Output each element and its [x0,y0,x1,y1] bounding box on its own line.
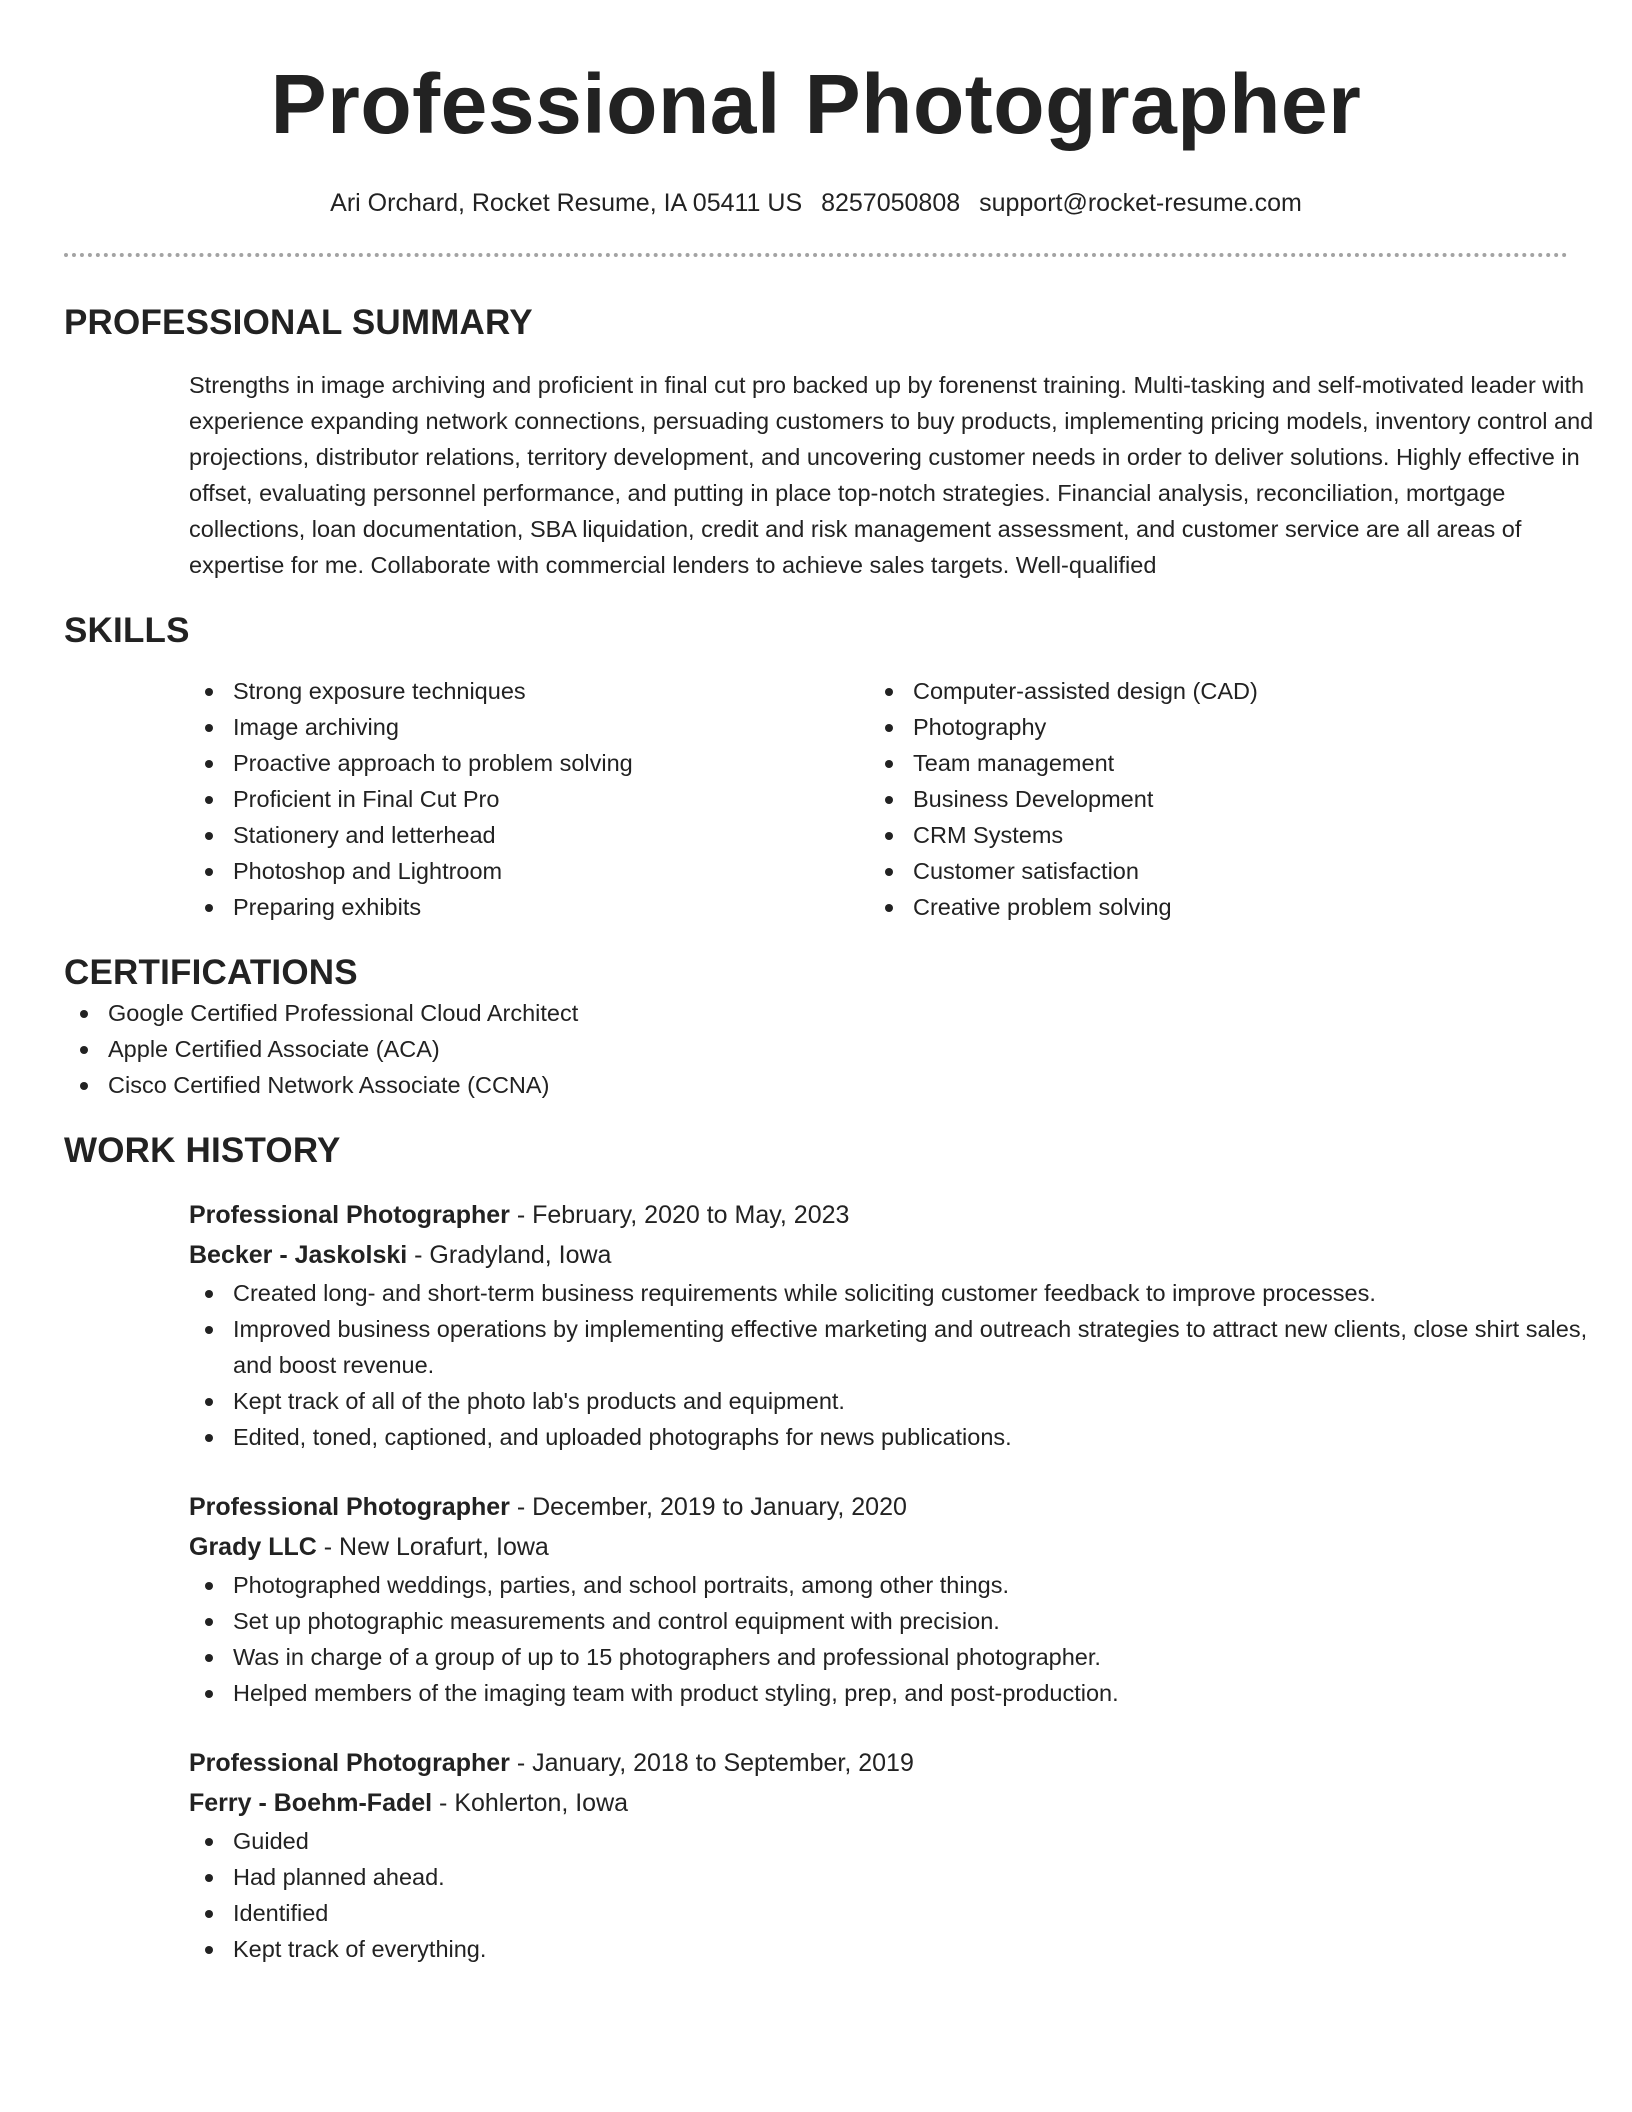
job-dates: - December, 2019 to January, 2020 [509,1493,907,1521]
job-bullet: Guided [189,1823,1593,1859]
job-title: Professional Photographer [189,1201,510,1229]
skills-columns [189,673,1568,925]
skills-list-left [189,673,869,925]
job-dates: - February, 2020 to May, 2023 [509,1201,850,1229]
job-company: Grady LLC [189,1533,317,1561]
job-bullet: Was in charge of a group of up to 15 photographers and professional photographer. [189,1639,1593,1675]
header-divider [64,253,1568,257]
job-bullet-list [189,1275,1588,1455]
job-title-line [189,1195,1568,1235]
work-history-heading: WORK HISTORY [64,1131,341,1170]
job-bullet: Helped members of the imaging team with product styling, prep, and post-production. [189,1675,1593,1711]
skill-item: Team management [869,745,1489,781]
summary-text: Strengths in image archiving and proficient in final cut pro backed up by forenenst training. Multi-tasking and self-motivated leader with experience expanding network connections, persuading customers to buy products, implementing pricing models, inventory control and projections, distributor relations, territory development, and uncovering customer needs in order to deliver solutions. Highly effective in offset, evaluating personnel performance, and putting in place top-notch strategies. Financial analysis, reconciliation, mortgage collections, loan documentation, SBA liquidation, credit and risk management assessment, and customer service are all areas of expertise for me. Collaborate with commercial lenders to achieve sales targets. Well-qualified [189,372,1594,578]
certification-item: Apple Certified Associate (ACA) [64,1031,1568,1067]
skill-item: Preparing exhibits [189,889,869,925]
skill-item: Proactive approach to problem solving [189,745,869,781]
job-company: Becker - Jaskolski [189,1241,408,1269]
skill-item: Strong exposure techniques [189,673,869,709]
job-company: Ferry - Boehm-Fadel [189,1789,433,1817]
job-bullet: Created long- and short-term business requirements while soliciting customer feedback to improve processes. [189,1275,1593,1311]
skill-item: Proficient in Final Cut Pro [189,781,869,817]
job-entry [189,1743,1568,1967]
contact-line [64,186,1568,220]
job-bullet: Edited, toned, captioned, and uploaded photographs for news publications. [189,1419,1593,1455]
job-location: - New Lorafurt, Iowa [316,1533,549,1561]
job-bullet: Set up photographic measurements and control equipment with precision. [189,1603,1593,1639]
job-title: Professional Photographer [189,1493,510,1521]
skill-item: Customer satisfaction [869,853,1489,889]
resume-title: Professional Photographer [270,57,1362,151]
skill-item: Photoshop and Lightroom [189,853,869,889]
certification-item: Google Certified Professional Cloud Architect [64,995,1568,1031]
job-bullet: Identified [189,1895,1593,1931]
job-location: - Kohlerton, Iowa [432,1789,629,1817]
summary-heading: PROFESSIONAL SUMMARY [64,303,533,342]
job-bullet: Kept track of all of the photo lab's products and equipment. [189,1383,1593,1419]
job-title: Professional Photographer [189,1749,510,1777]
work-history-section [64,1129,1588,1967]
resume-header [64,52,1568,220]
job-company-line [189,1783,1568,1823]
skill-item: CRM Systems [869,817,1489,853]
certification-item: Cisco Certified Network Associate (CCNA) [64,1067,1568,1103]
job-bullet: Kept track of everything. [189,1931,1593,1967]
job-title-line [189,1743,1568,1783]
skills-list-right [869,673,1489,925]
contact-address: Ari Orchard, Rocket Resume, IA 05411 US [330,189,803,217]
job-entry [189,1487,1568,1711]
skill-item: Image archiving [189,709,869,745]
job-company-line [189,1527,1568,1567]
skill-item: Computer-assisted design (CAD) [869,673,1489,709]
certifications-section [64,951,1568,1103]
job-company-line [189,1235,1568,1275]
job-entry [189,1195,1588,1455]
certifications-heading: CERTIFICATIONS [64,953,358,992]
job-dates: - January, 2018 to September, 2019 [509,1749,914,1777]
summary-section [64,301,1594,583]
skill-item: Stationery and letterhead [189,817,869,853]
skill-item: Photography [869,709,1489,745]
job-bullet: Photographed weddings, parties, and school portraits, among other things. [189,1567,1593,1603]
contact-phone: 8257050808 [821,189,961,217]
contact-email: support@rocket-resume.com [979,189,1302,217]
job-location: - Gradyland, Iowa [407,1241,612,1269]
skills-heading: SKILLS [64,611,190,650]
skill-item: Creative problem solving [869,889,1489,925]
job-title-line [189,1487,1568,1527]
job-bullet: Improved business operations by implementing effective marketing and outreach strategies to attract new clients, close shirt sales, and boost revenue. [189,1311,1593,1383]
job-bullet-list [189,1567,1568,1711]
skills-section [64,609,1568,925]
job-bullet-list [189,1823,1568,1967]
job-bullet: Had planned ahead. [189,1859,1593,1895]
skill-item: Business Development [869,781,1489,817]
certifications-list [64,995,1568,1103]
